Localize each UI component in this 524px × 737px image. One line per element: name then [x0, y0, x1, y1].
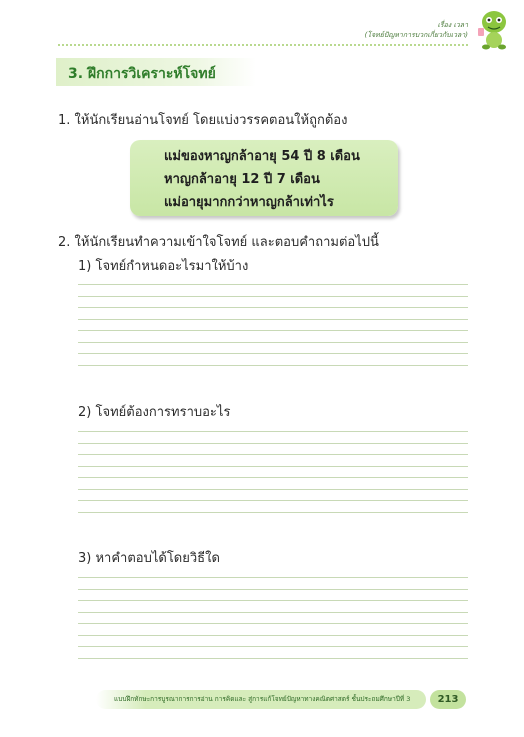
problem-line-2: หาญกล้าอายุ 12 ปี 7 เดือน [164, 172, 320, 187]
page-number: 213 [430, 690, 466, 709]
page-header [365, 20, 468, 40]
problem-line-1: แม่ของหาญกล้าอายุ 54 ปี 8 เดือน [164, 149, 360, 164]
answer-lines-2[interactable] [78, 431, 468, 523]
header-subtopic: (โจทย์ปัญหาการบวกเกี่ยวกับเวลา) [364, 31, 468, 39]
subquestion-3: 3) หาคำตอบได้โดยวิธีใด [78, 551, 220, 566]
subquestion-2: 2) โจทย์ต้องการทราบอะไร [78, 405, 231, 420]
question-1: 1. ให้นักเรียนอ่านโจทย์ โดยแบ่งวรรคตอนให้ถูกต้อง [58, 113, 348, 128]
subquestion-1: 1) โจทย์กำหนดอะไรมาให้บ้าง [78, 259, 249, 274]
answer-lines-3[interactable] [78, 577, 468, 669]
problem-box [130, 140, 398, 216]
question-2: 2. ให้นักเรียนทำความเข้าใจโจทย์ และตอบคำถามต่อไปนี้ [58, 235, 379, 250]
footer-text: แบบฝึกทักษะการบูรณาการการอ่าน การคิดและ สู่การแก้โจทย์ปัญหาทางคณิตศาสตร์ ชั้นประถมศึกษาปีที่ 3 [114, 695, 411, 703]
header-topic: เรื่อง เวลา [437, 21, 468, 29]
header-divider [58, 44, 468, 46]
section-title: 3. ฝึกการวิเคราะห์โจทย์ [68, 66, 216, 82]
answer-lines-1[interactable] [78, 284, 468, 376]
mascot-icon [476, 8, 512, 50]
problem-line-3: แม่อายุมากกว่าหาญกล้าเท่าไร [164, 195, 334, 210]
